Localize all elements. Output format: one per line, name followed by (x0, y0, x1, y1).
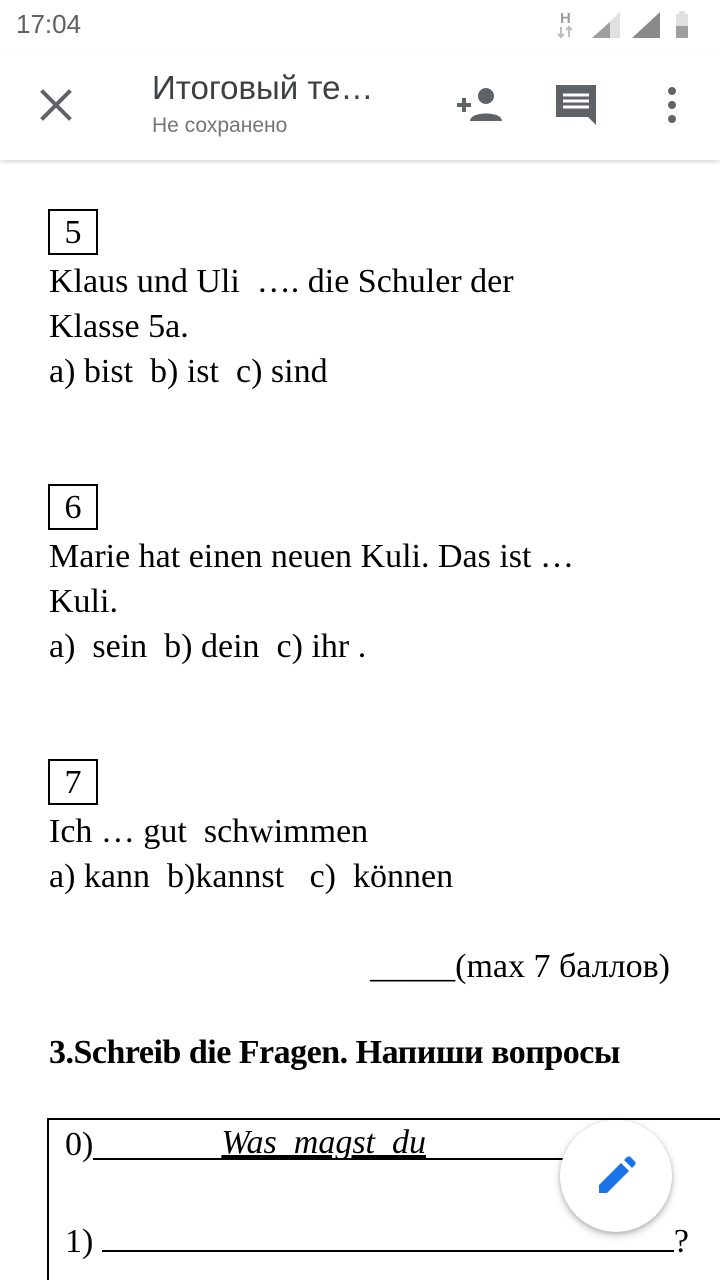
more-vert-icon (666, 85, 678, 125)
more-options-button[interactable] (644, 77, 700, 133)
data-arrows-icon (558, 27, 572, 37)
answer-options: a) kann b)kannst c) können (49, 858, 454, 895)
answer-options: a) bist b) ist c) sind (49, 353, 328, 390)
score-line: _____(max 7 баллов) (370, 948, 670, 985)
question-text: Klaus und Uli …. die Schuler der (49, 263, 514, 300)
comment-icon (554, 83, 598, 127)
row-suffix: ? (673, 1223, 689, 1260)
add-person-icon (455, 85, 505, 125)
edit-fab-button[interactable] (560, 1120, 672, 1232)
question-text: Ich … gut schwimmen (49, 813, 369, 850)
title-area (152, 66, 412, 138)
question-text: Klasse 5a. (49, 308, 189, 345)
share-button[interactable] (452, 77, 508, 133)
document-title: Итоговый те… (152, 69, 374, 106)
document-body[interactable] (0, 160, 720, 1280)
row-prefix: 0) (65, 1126, 94, 1163)
answer-options: a) sein b) dein c) ihr . (49, 628, 367, 665)
app-bar (0, 50, 720, 160)
network-type-label: H (560, 10, 571, 27)
question-number-box: 6 (48, 484, 98, 530)
status-bar (0, 0, 720, 50)
example-answer: Was magst du (221, 1124, 426, 1161)
comments-button[interactable] (548, 77, 604, 133)
save-status: Не сохранено (152, 114, 288, 137)
answer-blank (93, 1122, 623, 1160)
row-prefix: 1) (65, 1223, 102, 1260)
question-text: Kuli. (49, 583, 118, 620)
status-time: 17:04 (16, 9, 82, 39)
section-heading: 3.Schreib die Fragen. Напиши вопросы (49, 1034, 620, 1071)
status-icons (552, 8, 702, 40)
question-text: Marie hat einen neuen Kuli. Das ist … (49, 538, 574, 575)
edit-pencil-icon (596, 1156, 636, 1196)
question-number-box: 5 (48, 209, 98, 255)
question-number-box: 7 (48, 759, 98, 805)
close-icon (40, 89, 72, 121)
close-button[interactable] (24, 73, 88, 137)
signal-icon-2 (632, 12, 660, 38)
table-row (65, 1122, 638, 1167)
